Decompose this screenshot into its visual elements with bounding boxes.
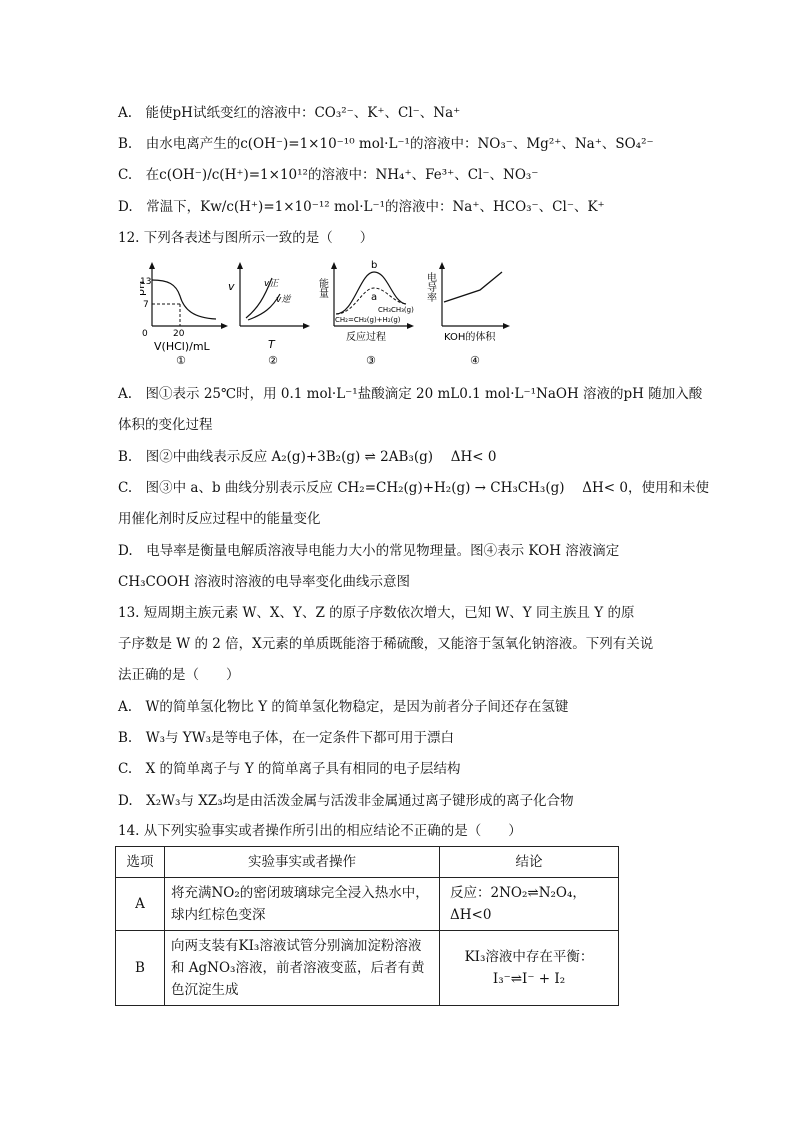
row-b-option: B bbox=[116, 931, 165, 1006]
fig3-number: ③ bbox=[366, 354, 376, 367]
fig3-product: CH₃CH₃(g) bbox=[378, 306, 414, 314]
table-header-row bbox=[116, 847, 619, 878]
figure-4 bbox=[425, 262, 511, 367]
table-row bbox=[116, 878, 619, 931]
q12-stem: 12. 下列各表述与图所示一致的是（ ） bbox=[118, 230, 374, 246]
q13-stem-line2: 子序数是 W 的 2 倍，X元素的单质既能溶于稀硫酸，又能溶于氢氧化钠溶液。下列有关说 bbox=[118, 636, 654, 652]
row-b-fact-line2: 和 AgNO₃溶液，前者溶液变蓝，后者有黄 bbox=[171, 960, 425, 976]
row-a-fact bbox=[165, 878, 440, 931]
figure-3 bbox=[317, 260, 415, 367]
fig2-number: ② bbox=[268, 354, 278, 367]
q12-figures bbox=[140, 258, 510, 370]
row-b-fact bbox=[165, 931, 440, 1006]
q13-stem-line3: 法正确的是（ ） bbox=[118, 667, 240, 683]
header-option: 选项 bbox=[116, 847, 165, 878]
fig4-xlabel: KOH的体积 bbox=[444, 332, 496, 343]
row-a-conclusion-line1: 反应：2NO₂⇌N₂O₄， bbox=[450, 885, 586, 901]
fig1-xlabel: V(HCl)/mL bbox=[154, 340, 210, 353]
header-fact: 实验事实或者操作 bbox=[165, 847, 440, 878]
q11-option-d: D. 常温下，Kw/c(H⁺)=1×10⁻¹² mol·L⁻¹的溶液中：Na⁺、HCO₃⁻、Cl⁻、K⁺ bbox=[118, 199, 605, 215]
fig1-number: ① bbox=[176, 354, 186, 367]
q14-table bbox=[115, 846, 619, 1006]
table-row bbox=[116, 931, 619, 1006]
fig1-tick-7: 7 bbox=[143, 300, 149, 310]
q14-stem: 14. 从下列实验事实或者操作所引出的相应结论不正确的是（ ） bbox=[118, 823, 522, 839]
figure-2 bbox=[228, 262, 310, 367]
row-a-fact-line2: 球内红棕色变深 bbox=[171, 907, 266, 923]
q12-option-d-line2: CH₃COOH 溶液时溶液的电导率变化曲线示意图 bbox=[118, 574, 411, 590]
row-b-conclusion-line2: I₃⁻⇌I⁻ + I₂ bbox=[492, 971, 566, 987]
q11-option-b: B. 由水电离产生的c(OH⁻)=1×10⁻¹⁰ mol·L⁻¹的溶液中：NO₃⁻、Mg²⁺、Na⁺、SO₄²⁻ bbox=[118, 136, 654, 152]
header-conclusion: 结论 bbox=[440, 847, 619, 878]
fig3-label-b: b bbox=[371, 260, 378, 271]
row-b-conclusion bbox=[440, 931, 619, 1006]
row-a-conclusion-line2: ΔH<0 bbox=[450, 907, 492, 923]
q12-option-a-line2: 体积的变化过程 bbox=[118, 417, 213, 433]
row-a-fact-line1: 将充满NO₂的密闭玻璃球完全浸入热水中， bbox=[171, 885, 429, 901]
q11-option-c: C. 在c(OH⁻)/c(H⁺)=1×10¹²的溶液中：NH₄⁺、Fe³⁺、Cl⁻、NO₃⁻ bbox=[118, 167, 539, 183]
q12-option-a-line1: A. 图①表示 25℃时，用 0.1 mol·L⁻¹盐酸滴定 20 mL0.1 mol·L⁻¹NaOH 溶液的pH 随加入酸 bbox=[118, 386, 703, 402]
fig3-ylabel: 能量 bbox=[316, 278, 328, 298]
fig2-curve-2: v逆 bbox=[276, 295, 291, 305]
row-a-conclusion bbox=[440, 878, 619, 931]
row-a-option: A bbox=[116, 878, 165, 931]
row-b-fact-line3: 色沉淀生成 bbox=[171, 982, 239, 998]
q13-option-c: C. X 的简单离子与 Y 的简单离子具有相同的电子层结构 bbox=[118, 761, 461, 777]
fig3-reactant: CH₂=CH₂(g)+H₂(g) bbox=[335, 316, 401, 324]
q11-option-a: A. 能使pH试纸变红的溶液中：CO₃²⁻、K⁺、Cl⁻、Na⁺ bbox=[118, 105, 461, 121]
row-b-fact-line1: 向两支装有KI₃溶液试管分别滴加淀粉溶液 bbox=[171, 938, 422, 954]
q12-option-c-line1: C. 图③中 a、b 曲线分别表示反应 CH₂=CH₂(g)+H₂(g) → CH₃CH₃(g) ΔH< 0，使用和未使 bbox=[118, 480, 709, 496]
figure-1 bbox=[140, 262, 228, 367]
q13-option-d: D. X₂W₃与 XZ₃均是由活泼金属与活泼非金属通过离子键形成的离子化合物 bbox=[118, 793, 574, 809]
fig1-tick-13: 13 bbox=[140, 277, 152, 287]
q13-option-a: A. W的简单氢化物比 Y 的简单氢化物稳定，是因为前者分子间还存在氢键 bbox=[118, 699, 569, 715]
q12-option-c-line2: 用催化剂时反应过程中的能量变化 bbox=[118, 511, 321, 527]
q12-option-d-line1: D. 电导率是衡量电解质溶液导电能力大小的常见物理量。图④表示 KOH 溶液滴定 bbox=[118, 543, 620, 559]
fig2-ylabel: v bbox=[228, 280, 235, 293]
fig1-tick-20: 20 bbox=[173, 329, 185, 339]
fig1-origin: 0 bbox=[142, 329, 148, 339]
fig2-curve-1: v正 bbox=[264, 279, 279, 289]
row-b-conclusion-line1: KI₃溶液中存在平衡： bbox=[464, 949, 594, 965]
q13-option-b: B. W₃与 YW₃是等电子体，在一定条件下都可用于漂白 bbox=[118, 730, 454, 746]
fig2-xlabel: T bbox=[268, 338, 275, 351]
fig3-label-a: a bbox=[371, 292, 378, 303]
fig1-ylabel: pH bbox=[140, 280, 147, 296]
fig4-ylabel: 电导率 bbox=[424, 272, 436, 302]
q13-stem-line1: 13. 短周期主族元素 W、X、Y、Z 的原子序数依次增大，已知 W、Y 同主族且 Y 的原 bbox=[118, 605, 635, 621]
fig4-number: ④ bbox=[470, 354, 480, 367]
fig3-xlabel: 反应过程 bbox=[346, 332, 386, 343]
q12-option-b: B. 图②中曲线表示反应 A₂(g)+3B₂(g) ⇌ 2AB₃(g) ΔH< 0 bbox=[118, 449, 497, 465]
